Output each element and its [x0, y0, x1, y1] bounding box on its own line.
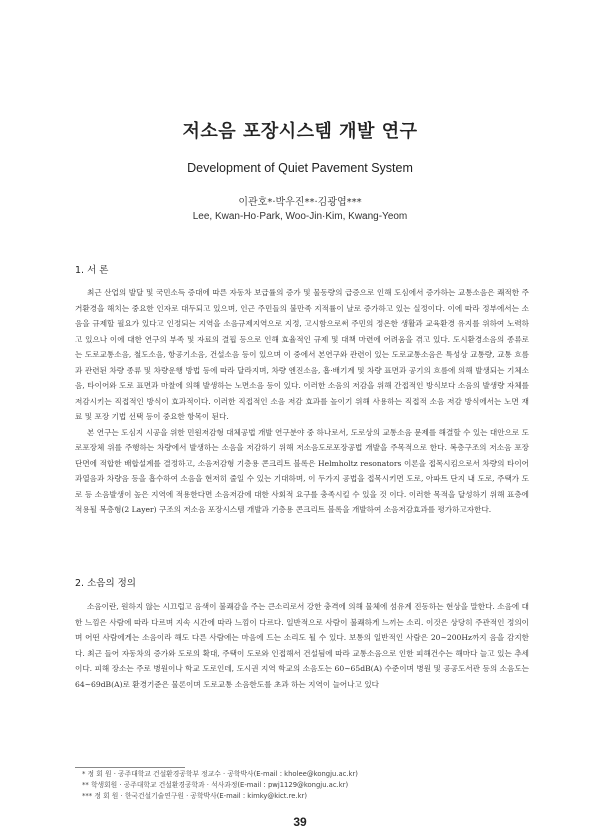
- paper-title: 저소음 포장시스템 개발 연구: [182, 121, 418, 142]
- paragraph: 소음이란, 원하지 않는 시끄럽고 음색이 불쾌감을 주는 큰소리로서 강한 충격에 의해 물체에 섬유계 진동하는 현상을 말한다. 소음에 대한 느낌은 사람에 따라 다르며 지속 시간에 따라 느낌이 다르다. 일반적으로 사람이 불쾌하게 느끼는 소리. 이것은 상당히 주관적인 정의이며 어떤 사람에게는 소음이라 해도 다른 사람에는 마음에 드는 소리도 될 수 있다. 보통의 일반적인 사람은 20~200Hz까지 음을 감지한다. 최근 들어 자동차의 증가와 도로의 확대, 주택이 도로와 인접해서 건설됨에 따라 교통소음으로 인한 피해건수는 해마다 늘고 있는 추세이다. 피해 장소는 주로 병원이나 학교 도로인데, 도시권 지역 학교의 소음도는 60~65dB(A) 수준이며 병원 및 공공도서관 등의 소음도는 64~69dB(A)로 환경기준은 물론이며 도로교통 소음한도를 초과 하는 지역이 늘어나고 있다: [75, 602, 529, 689]
- authors-english: Lee, Kwan-Ho·Park, Woo-Jin·Kim, Kwang-Yeom: [192, 211, 408, 222]
- paragraph: 최근 산업의 발달 및 국민소득 증대에 따른 자동차 보급률의 증가 및 물동량의 급증으로 인해 도심에서 증가하는 교통소음은 쾌적한 주거환경을 해치는 중요한 인자로 대두되고 있으며, 인근 주민들의 불만족 지적률이 날로 증가하고 있는 실정이다. 이에 따라 정부에서는 소음을 규제할 필요가 있다고 인정되는 지역을 소음규제지역으로 지정, 고시함으로써 주민의 정온한 생활과 교육환경 유지를 위하여 노력하고 있으나 이에 대한 연구의 부족 및 자료의 결핍 등으로 인해 효율적인 규제 및 대책 마련에 어려움을 겪고 있다. 도시환경소음의 종류로는 도로교통소음, 철도소음, 항공기소음, 건설소음 등이 있으며 이 중에서 본연구와 관련이 있는 도로교통소음은 특성상 교통량, 교통 흐름과 관련된 차량 종류 및 차량운행 방법 등에 따라 달라지며, 차량 엔진소음, 흡·배기계 및 차량 표면과 공기의 흐름에 의해 발생되는 기체소음, 타이어와 도로 표면과 마찰에 의해 발생하는 노면소음 등이 있다. 이러한 소음의 저감을 위해 간접적인 방식보다 소음의 발생량 자체를 저감시키는 직접적인 방식이 효과적이다. 이러한 직접적인 소음 저감 효과를 높이기 위해 사용하는 직접적 소음 저감 방식에서는 노면 재료 및 포장 기법 선택 등이 중요한 항목이 된다.: [75, 288, 530, 421]
- section-body-introduction: [75, 285, 529, 518]
- section-heading-introduction: 1. 서 론: [75, 265, 109, 276]
- footnote: ** 학생회원 · 공주대학교 건설환경공학과 · 석사과정(E-mail : pwj1129@kongju.ac.kr): [82, 781, 349, 789]
- authors-korean: 이관호*·박우진**·김광엽***: [238, 197, 362, 208]
- footnote: *** 정 회 원 · 한국건설기술연구원 · 공학박사(E-mail : kimky@kict.re.kr): [82, 792, 307, 800]
- footnotes: [82, 769, 522, 802]
- paper-subtitle: Development of Quiet Pavement System: [187, 161, 413, 175]
- paragraph: 본 연구는 도심지 시공을 위한 민원저감형 대체공법 개발 연구분야 중 하나로서, 도로상의 교통소음 문제를 해결할 수 있는 대안으로 도로포장체 위를 주행하는 차량에서 발생하는 소음을 저감하기 위해 저소음도로포장공법 개발을 주목적으로 한다. 복층구조의 저소음 포장단면에 적합한 배합설계를 결정하고, 소음저감형 기층용 콘크리트 블록은 Helmholtz resonators 이론을 접목시킴으로서 차량의 타이어 과열음과 차량음 등을 흡수하여 소음을 현저히 줄일 수 있는 기대하며, 이 두가지 공법을 접목시키면 도로, 아파트 단지 내 도로, 주택가 도로 등 소음발생이 높은 지역에 적용한다면 소음저감에 대한 사회적 요구를 충족시킬 수 있을 것 이다. 이러한 목적을 달성하기 위해 표층에 적용될 복층형(2 Layer) 구조의 저소음 포장시스템 개발과 기층용 콘크리트 블록을 개발하여 소음저감효과를 평가하고자한다.: [75, 427, 529, 514]
- section-body-noise-definition: [75, 599, 529, 692]
- section-heading-noise-definition: 2. 소음의 정의: [75, 578, 136, 589]
- footnote: * 정 회 원 · 공주대학교 건설환경공학부 정교수 · 공학박사(E-mail : kholee@kongju.ac.kr): [82, 770, 358, 778]
- footnote-divider: [75, 767, 185, 768]
- page-number: 39: [293, 815, 307, 829]
